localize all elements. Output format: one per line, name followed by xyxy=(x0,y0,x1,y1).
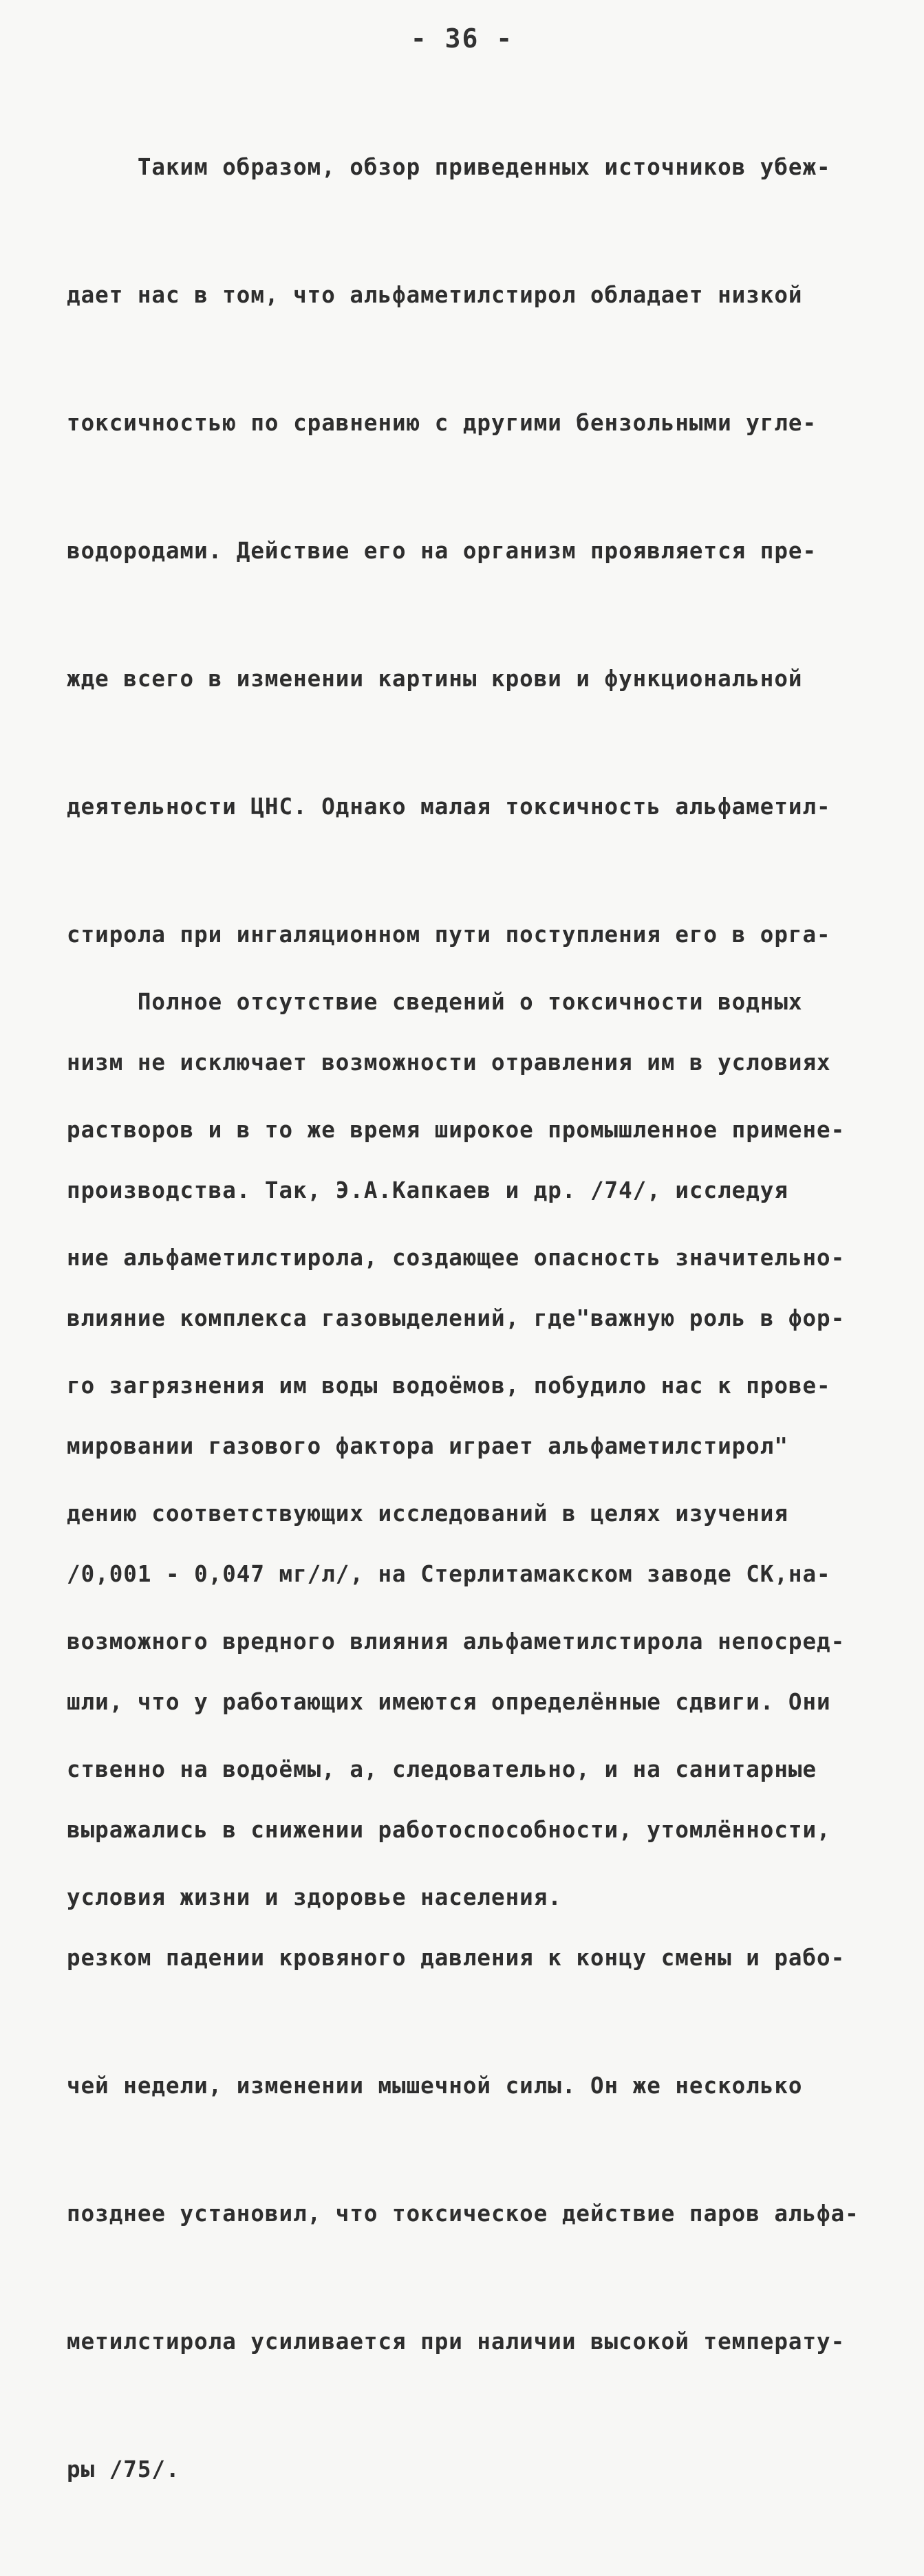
page-number: - 36 - xyxy=(410,23,514,54)
text-line: водородами. Действие его на организм проявляется пре- xyxy=(67,538,817,564)
text-line: растворов и в то же время широкое промышленное примене- xyxy=(67,1117,846,1143)
text-line: возможного вредного влияния альфаметилстирола непосред- xyxy=(67,1628,846,1655)
text-line: мировании газового фактора играет альфаметилстирол" xyxy=(67,1433,788,1459)
text-line: ние альфаметилстирола, создающее опасность значительно- xyxy=(67,1245,846,1271)
text-line: чей недели, изменении мышечной силы. Он же несколько xyxy=(67,2073,803,2099)
text-line: шли, что у работающих имеются определённые сдвиги. Они xyxy=(67,1689,831,1715)
text-line: ственно на водоёмы, а, следовательно, и на санитарные xyxy=(67,1756,817,1782)
text-line: резком падении кровяного давления к концу смены и рабо- xyxy=(67,1945,846,1971)
text-line: низм не исключает возможности отравления им в условиях xyxy=(67,1049,831,1076)
text-line: условия жизни и здоровье населения. xyxy=(67,1884,562,1910)
text-line: дает нас в том, что альфаметилстирол обладает низкой xyxy=(67,282,803,308)
text-line: дению соответствующих исследований в целях изучения xyxy=(67,1500,788,1527)
text-line: выражались в снижении работоспособности, утомлённости, xyxy=(67,1817,831,1843)
text-line: Полное отсутствие сведений о токсичности водных xyxy=(67,989,803,1015)
text-line: позднее установил, что токсическое действие паров альфа- xyxy=(67,2201,859,2227)
text-line: влияние комплекса газовыделений, где"важную роль в фор- xyxy=(67,1305,846,1331)
text-line: токсичностью по сравнению с другими бензольными угле- xyxy=(67,410,817,436)
text-line: жде всего в изменении картины крови и функциональной xyxy=(67,666,803,692)
text-line: деятельности ЦНС. Однако малая токсичность альфаметил- xyxy=(67,794,831,820)
text-line: го загрязнения им воды водоёмов, побудило нас к прове- xyxy=(67,1373,831,1399)
text-line: метилстирола усиливается при наличии высокой температу- xyxy=(67,2328,846,2355)
text-line: ры /75/. xyxy=(67,2456,180,2482)
text-line: производства. Так, Э.А.Капкаев и др. /74/, исследуя xyxy=(67,1177,788,1203)
paragraph-2 xyxy=(67,895,845,2004)
text-line: Таким образом, обзор приведенных источников убеж- xyxy=(67,154,831,180)
text-line: стирола при ингаляционном пути поступления его в орга- xyxy=(67,921,831,948)
text-line: /0,001 - 0,047 мг/л/, на Стерлитамакском заводе СК,на- xyxy=(67,1561,831,1587)
